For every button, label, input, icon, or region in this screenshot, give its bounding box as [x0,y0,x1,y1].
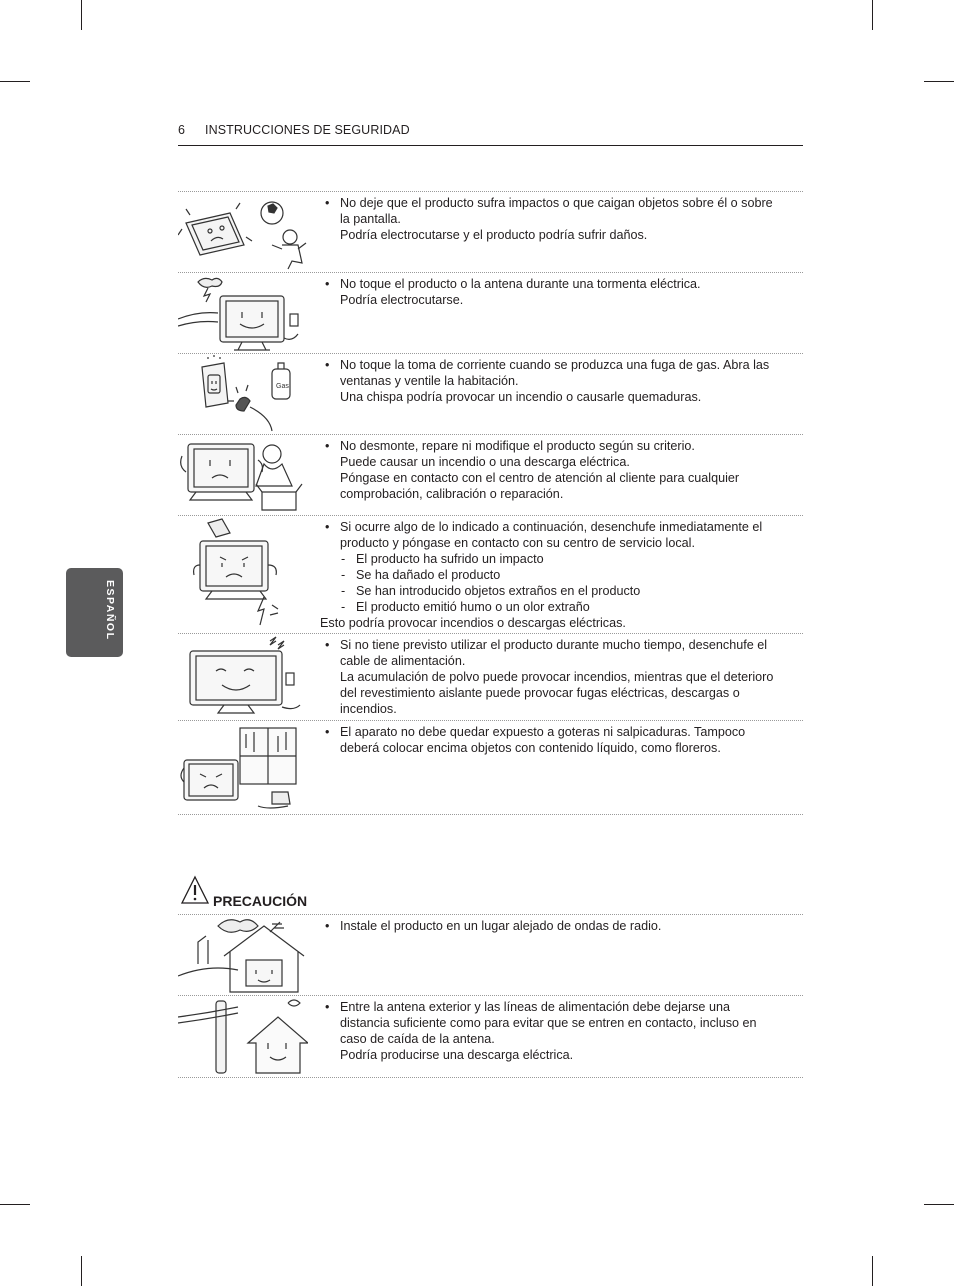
warning-row [178,515,803,633]
warning-row [178,434,803,515]
bullet-item: • Instale el producto en un lugar alejado de ondas de radio. [325,918,783,934]
bullet-item: • No deje que el producto sufra impactos o que caigan objetos sobre él o sobre la pantalla. [325,195,783,227]
caution-text [325,918,783,934]
warning-text [325,195,783,243]
language-tab[interactable] [66,568,123,657]
crop-mark [0,1204,30,1205]
tv-house-antenna-icon [178,916,308,994]
sub-item: - El producto emitió humo o un olor extraño [325,599,783,615]
crop-mark [924,1204,954,1205]
tv-sleeping-unplugged-icon [178,635,308,719]
caution-title: PRECAUCIÓN [213,893,308,909]
note: Puede causar un incendio o una descarga eléctrica. [340,455,630,469]
caution-row [178,995,803,1078]
note: La acumulación de polvo puede provocar incendios, mientras que el deterioro del revestimiento aislante puede provocar fugas eléctricas, descargas o incendios. [340,670,774,716]
crop-mark [872,1256,873,1286]
language-tab-label: ESPAÑOL [104,580,116,641]
note: Póngase en contacto con el centro de atención al cliente para cualquier comprobación, calibración o reparación. [340,471,740,501]
warning-table [178,191,803,815]
section-title: INSTRUCCIONES DE SEGURIDAD [205,123,410,137]
bullet-item: • No toque el producto o la antena durante una tormenta eléctrica. [325,276,783,292]
warning-text [325,438,783,502]
warning-row [178,191,803,272]
caution-text [325,999,783,1063]
warning-triangle-icon [180,875,210,907]
warning-row [178,720,803,815]
tv-thunderstorm-icon [178,274,308,352]
warning-row [178,353,803,434]
bullet-item: • No desmonte, repare ni modifique el producto según su criterio. [325,438,783,454]
tv-window-rain-icon [178,722,308,813]
crop-mark [81,0,82,30]
sub-item: - Se han introducido objetos extraños en el producto [325,583,783,599]
warning-row [178,633,803,720]
page-number: 6 [178,123,185,137]
bullet-item: • Si no tiene previsto utilizar el producto durante mucho tiempo, desenchufe el cable de alimentación. [325,637,783,669]
crop-mark [872,0,873,30]
bullet-item: • Si ocurre algo de lo indicado a continuación, desenchufe inmediatamente el producto y póngase en contacto con su centro de servicio local. [325,519,783,551]
crop-mark [81,1256,82,1286]
tv-damaged-unplug-icon [178,517,308,632]
note: Una chispa podría provocar un incendio o causarle quemaduras. [340,390,702,404]
page-header [178,123,803,146]
warning-text [325,357,783,405]
warning-text [325,724,783,756]
crop-mark [0,81,30,82]
antenna-power-line-icon [178,997,308,1076]
note: Podría electrocutarse y el producto podría sufrir daños. [340,228,648,242]
note: Podría electrocutarse. [340,293,464,307]
sub-item: - Se ha dañado el producto [325,567,783,583]
warning-text [325,637,783,717]
crop-mark [924,81,954,82]
caution-heading [180,875,380,909]
warning-row [178,272,803,353]
closing-note: Esto podría provocar incendios o descargas eléctricas. [320,616,626,630]
svg-text:Gas: Gas [276,383,289,390]
sub-item: - El producto ha sufrido un impacto [325,551,783,567]
caution-table [178,914,803,1078]
note: Podría producirse una descarga eléctrica. [340,1048,574,1062]
tv-hit-by-ball-icon [178,193,308,271]
bullet-item: • Entre la antena exterior y las líneas de alimentación debe dejarse una distancia suficiente como para evitar que se entren en contacto, incluso en caso de caída de la antena. [325,999,783,1047]
gas-leak-outlet-icon [178,355,308,433]
tv-disassembly-icon [178,436,308,514]
warning-text [325,276,783,308]
bullet-item: • No toque la toma de corriente cuando se produzca una fuga de gas. Abra las ventanas y ventile la habitación. [325,357,783,389]
bullet-item: • El aparato no debe quedar expuesto a goteras ni salpicaduras. Tampoco deberá colocar encima objetos con contenido líquido, como floreros. [325,724,783,756]
warning-text [320,519,783,631]
caution-row [178,914,803,995]
